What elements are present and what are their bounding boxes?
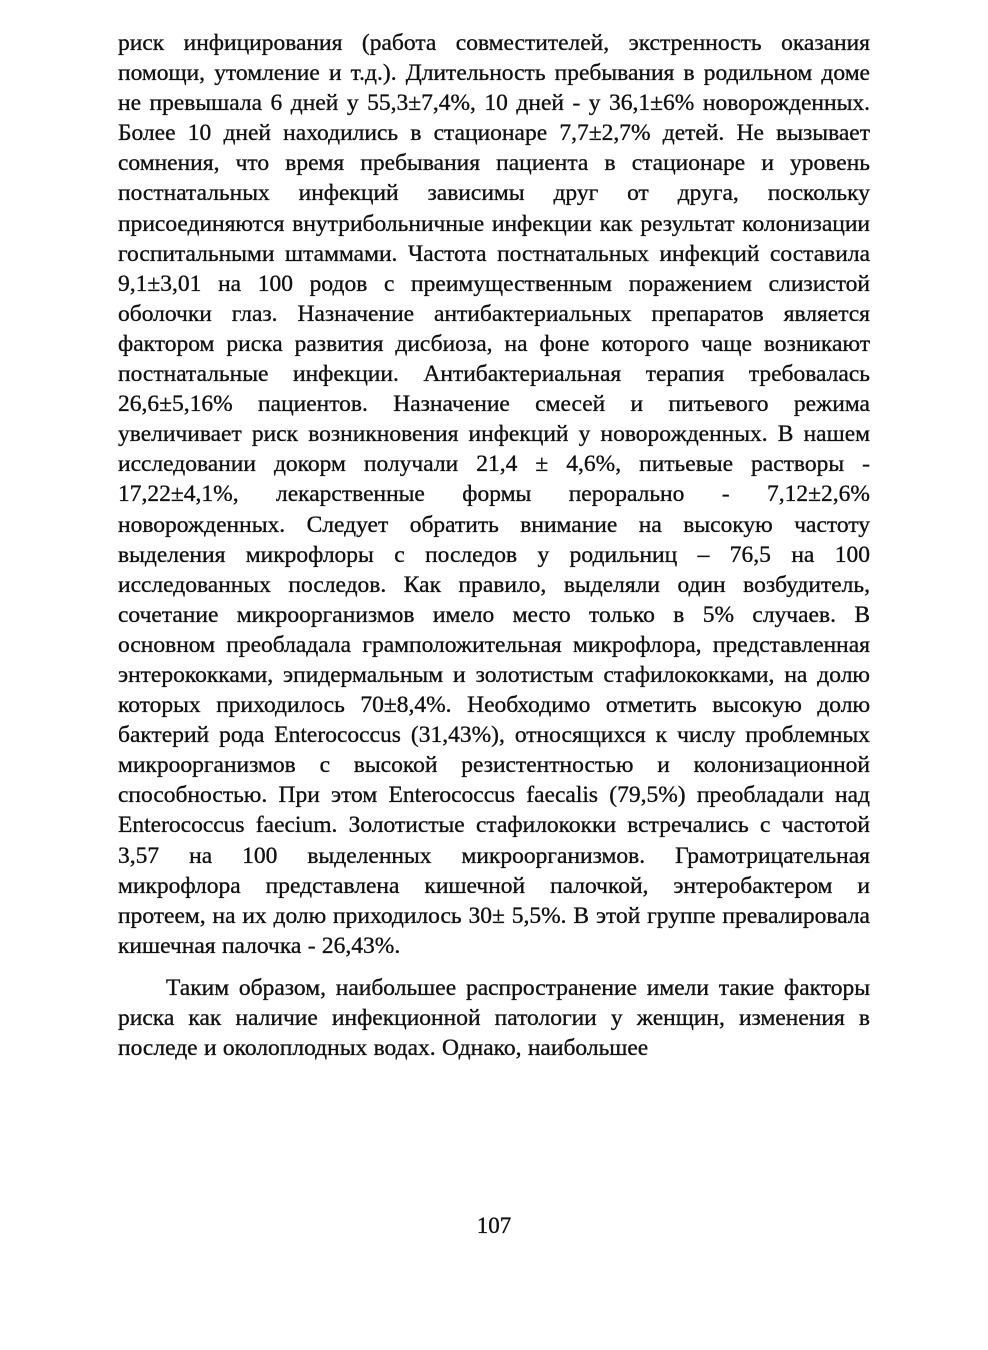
- paragraph-2: Таким образом, наибольшее распространение имели такие факторы риска как наличие инфекционной патологии у женщин, изменения в последе и околоплодных водах. Однако, наибольшее: [118, 974, 870, 1062]
- body-text: [118, 28, 870, 1063]
- paragraph-1: риск инфицирования (работа совместителей, экстренность оказания помощи, утомление и т.д.). Длительность пребывания в родильном доме не превышала 6 дней у 55,3±7,4%, 10 дней - у 36,1±6% новорожденных. Более 10 дней находились в стационаре 7,7±2,7% детей. Не вызывает сомнения, что время пребывания пациента в стационаре и уровень постнатальных инфекций зависимы друг от друга, поскольку присоединяются внутрибольничные инфекции как результат колонизации госпитальными штаммами. Частота постнатальных инфекций составила 9,1±3,01 на 100 родов с преимущественным поражением слизистой оболочки глаз. Назначение антибактериальных препаратов является фактором риска развития дисбиоза, на фоне которого чаще возникают постнатальные инфекции. Антибактериальная терапия требовалась 26,6±5,16% пациентов. Назначение смесей и питьевого режима увеличивает риск возникновения инфекций у новорожденных. В нашем исследовании докорм получали 21,4 ± 4,6%, питьевые растворы - 17,22±4,1%, лекарственные формы перорально - 7,12±2,6% новорожденных. Следует обратить внимание на высокую частоту выделения микрофлоры с последов у родильниц – 76,5 на 100 исследованных последов. Как правило, выделяли один возбудитель, сочетание микроорганизмов имело место только в 5% случаев. В основном преобладала грамположительная микрофлора, представленная энтерококками, эпидермальным и золотистым стафилококками, на долю которых приходилось 70±8,4%. Необходимо отметить высокую долю бактерий рода Enterococcus (31,43%), относящихся к числу проблемных микроорганизмов с высокой резистентностью и колонизационной способностью. При этом Enterococcus faecalis (79,5%) преобладали над Enterococcus faecium. Золотистые стафилококки встречались с частотой 3,57 на 100 выделенных микроорганизмов. Грамотрицательная микрофлора представлена кишечной палочкой, энтеробактером и протеем, на их долю приходилось 30± 5,5%. В этой группе превалировала кишечная палочка - 26,43%.: [118, 30, 870, 959]
- page-number: 107: [476, 1213, 512, 1238]
